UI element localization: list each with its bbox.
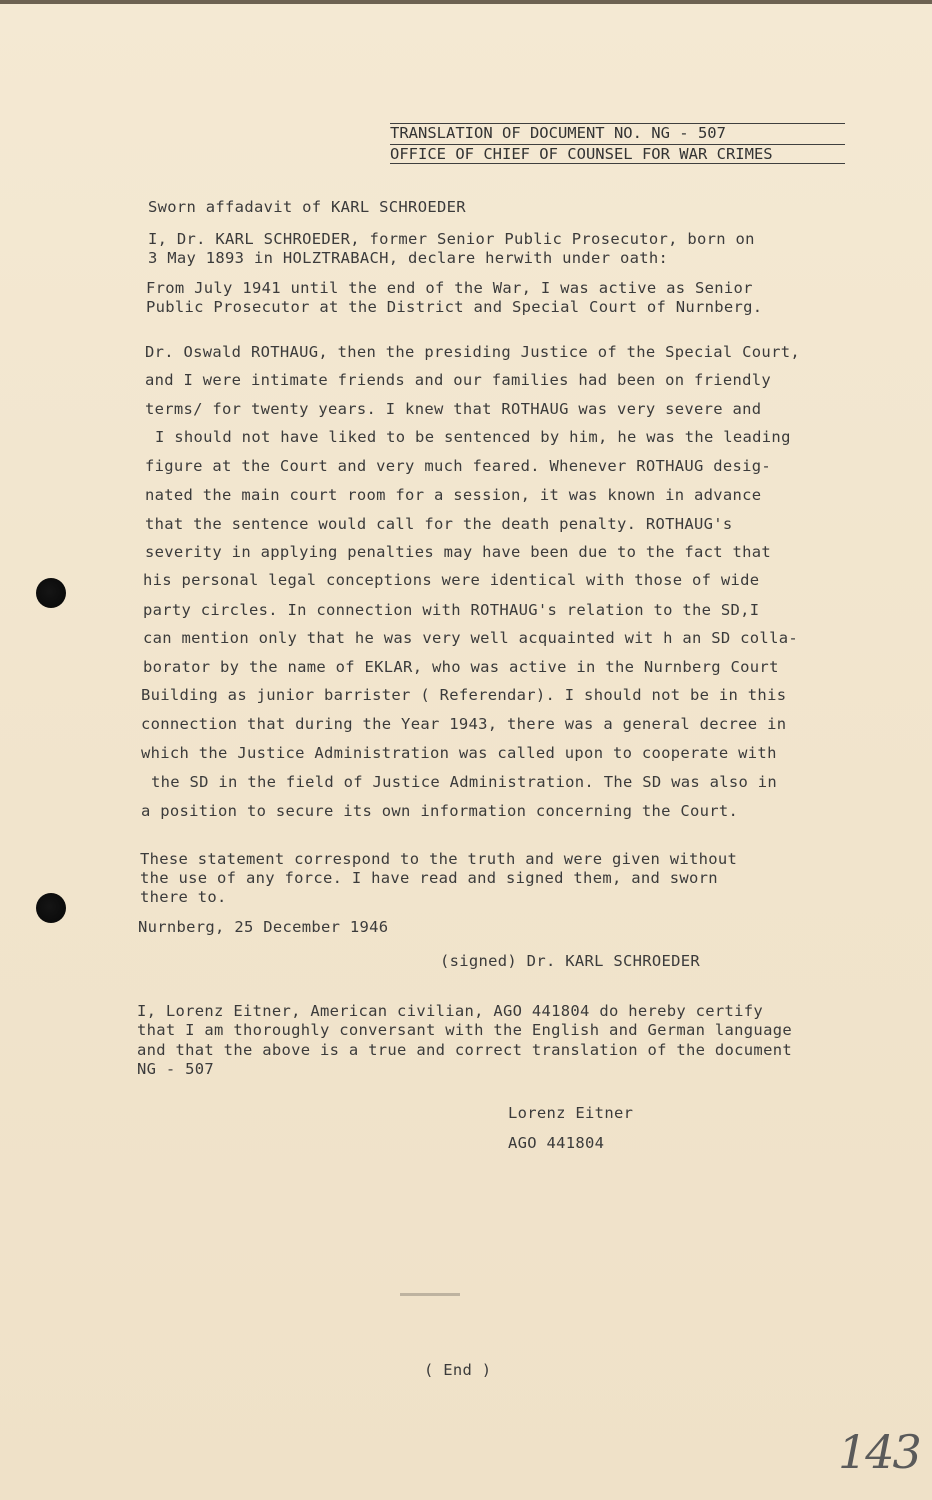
translator-ago: AGO 441804 — [508, 1134, 605, 1152]
header-line-1: TRANSLATION OF DOCUMENT NO. NG - 507 — [390, 124, 726, 142]
certification-line: I, Lorenz Eitner, American civilian, AGO 441804 do hereby certify — [137, 1002, 764, 1020]
intro-line: 3 May 1893 in HOLZTRABACH, declare herwith under oath: — [148, 249, 669, 267]
para3-line: These statement correspond to the truth and were given without — [140, 850, 738, 868]
header-top-rule — [390, 123, 845, 124]
para2-line: Dr. Oswald ROTHAUG, then the presiding Justice of the Special Court, — [145, 343, 800, 361]
para3-line: the use of any force. I have read and signed them, and sworn — [140, 869, 718, 887]
para2-line: can mention only that he was very well acquainted wit h an SD colla- — [143, 629, 798, 647]
header-middle-rule — [390, 144, 845, 145]
ink-smudge — [400, 1293, 460, 1296]
para2-line: party circles. In connection with ROTHAUG's relation to the SD,I — [143, 601, 760, 619]
para2-line: terms/ for twenty years. I knew that ROTHAUG was very severe and — [145, 400, 762, 418]
para2-line: his personal legal conceptions were identical with those of wide — [143, 571, 760, 589]
para2-line: borator by the name of EKLAR, who was active in the Nurnberg Court — [143, 658, 779, 676]
para3-line: there to. — [140, 888, 227, 906]
translator-name: Lorenz Eitner — [508, 1104, 634, 1122]
folio-number: 143 — [838, 1425, 920, 1479]
intro-line: I, Dr. KARL SCHROEDER, former Senior Public Prosecutor, born on — [148, 230, 755, 248]
para1-line: From July 1941 until the end of the War, I was active as Senior — [146, 279, 753, 297]
para2-line: I should not have liked to be sentenced by him, he was the leading — [155, 428, 791, 446]
para2-line: that the sentence would call for the death penalty. ROTHAUG's — [145, 515, 733, 533]
certification-line: NG - 507 — [137, 1060, 215, 1078]
page-top-edge — [0, 0, 932, 4]
para2-line: figure at the Court and very much feared. Whenever ROTHAUG desig- — [145, 457, 772, 475]
para2-line: nated the main court room for a session, it was known in advance — [145, 486, 762, 504]
para2-line: which the Justice Administration was called upon to cooperate with — [141, 744, 777, 762]
certification-line: and that the above is a true and correct translation of the document — [137, 1041, 792, 1059]
affidavit-title: Sworn affadavit of KARL SCHROEDER — [148, 198, 466, 216]
para2-line: the SD in the field of Justice Administration. The SD was also in — [151, 773, 778, 791]
para2-line: a position to secure its own information concerning the Court. — [141, 802, 739, 820]
para2-line: connection that during the Year 1943, there was a general decree in — [141, 715, 787, 733]
para2-line: severity in applying penalties may have been due to the fact that — [145, 543, 772, 561]
signature-line: (signed) Dr. KARL SCHROEDER — [440, 952, 701, 970]
certification-line: that I am thoroughly conversant with the English and German language — [137, 1021, 792, 1039]
punch-hole — [36, 578, 66, 608]
header-line-2: OFFICE OF CHIEF OF COUNSEL FOR WAR CRIMES — [390, 145, 773, 163]
para1-line: Public Prosecutor at the District and Special Court of Nurnberg. — [146, 298, 763, 316]
place-date: Nurnberg, 25 December 1946 — [138, 918, 389, 936]
punch-hole — [36, 893, 66, 923]
para2-line: Building as junior barrister ( Referendar). I should not be in this — [141, 686, 787, 704]
header-bottom-rule — [390, 163, 845, 164]
end-mark: ( End ) — [424, 1361, 492, 1379]
para2-line: and I were intimate friends and our families had been on friendly — [145, 371, 772, 389]
